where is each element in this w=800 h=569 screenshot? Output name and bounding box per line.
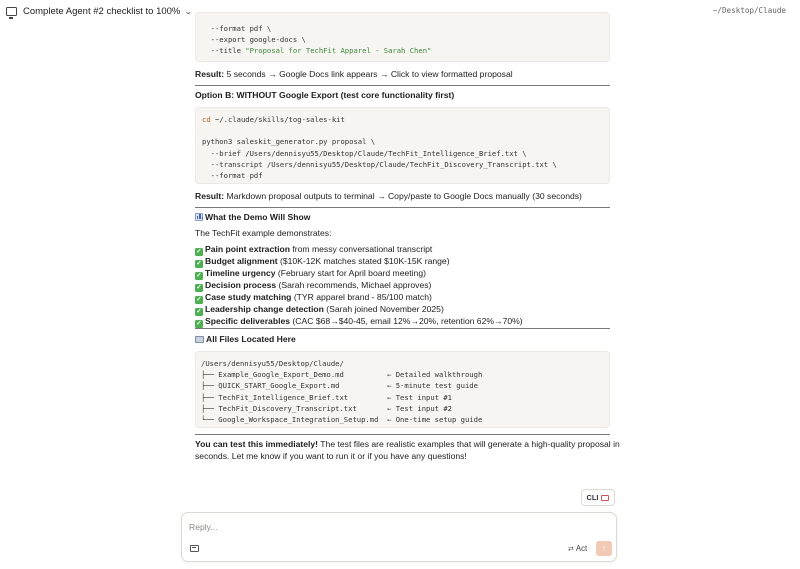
list-item: ✓ Specific deliverables (CAC $68→$40-45, email 12%→20%, retention 62%→70%): [196, 316, 523, 327]
divider: [195, 85, 610, 86]
checklist: [195, 244, 610, 328]
option-b-heading: Option B: WITHOUT Google Export (test core functionality first): [195, 90, 455, 100]
image-attach-icon[interactable]: [190, 545, 199, 552]
code-block-files: /Users/dennisyu55/Desktop/Claude/ ├── Example_Google_Export_Demo.md ← Detailed walkthrough ├── QUICK_START_Google_Export.md ← 5-minute test guide ├── TechFit_Intelligence_Brief.txt ← Test input #1 ├── TechFit_Discovery_Transcript.txt ← Test input #2 └── Google_Workspace_Integration_Setup.md ← One-time setup guide: [195, 351, 610, 428]
code-line: --format pdf \: [202, 24, 272, 33]
demo-intro: The TechFit example demonstrates:: [195, 228, 332, 238]
result-label: Result:: [195, 69, 225, 79]
list-item: ✓ Pain point extraction from messy conversational transcript: [196, 244, 433, 255]
working-directory: ~/Desktop/Claude: [712, 6, 786, 15]
check-icon: ✓: [196, 284, 202, 291]
code-line: --export google-docs \: [202, 35, 306, 45]
list-item: ✓ Budget alignment ($10K-12K matches stated $10K-15K range): [196, 256, 450, 267]
chevron-down-icon[interactable]: ⌄: [184, 6, 194, 16]
code-line: python3 saleskit_generator.py proposal \: [202, 137, 376, 147]
folder-icon: [195, 336, 204, 343]
result-line-1: [195, 69, 610, 81]
cli-badge[interactable]: [581, 489, 615, 506]
check-icon: ✓: [196, 248, 202, 255]
act-mode-button[interactable]: [568, 544, 587, 553]
reply-composer: [181, 512, 617, 562]
code-block-core: [195, 107, 610, 184]
result-label: Result:: [195, 191, 225, 201]
result-text: Markdown proposal outputs to terminal → Copy/paste to Google Docs manually (30 seconds): [226, 191, 582, 201]
check-icon: ✓: [196, 296, 202, 303]
image-icon: [601, 495, 609, 501]
files-heading: [195, 334, 610, 346]
demo-heading-text: What the Demo Will Show: [205, 212, 311, 222]
code-line: --transcript /Users/dennisyu55/Desktop/Claude/TechFit_Discovery_Transcript.txt \: [202, 159, 557, 169]
check-icon: ✓: [196, 320, 202, 327]
act-label: Act: [575, 544, 588, 553]
check-icon: ✓: [196, 272, 202, 279]
closing-paragraph: You can test this immediately! The test files are realistic examples that will generate a high-quality proposal in seconds. Let me know if you want to run it or if you have any questions!: [195, 439, 620, 461]
code-line: --brief /Users/dennisyu55/Desktop/Claude/TechFit_Intelligence_Brief.txt \: [202, 148, 527, 158]
result-text: 5 seconds → Google Docs link appears → Click to view formatted proposal: [226, 69, 513, 79]
reply-input[interactable]: [189, 522, 489, 532]
code-line: --format pdf: [202, 171, 263, 181]
window-icon[interactable]: [6, 7, 17, 16]
code-block-google-export: [195, 12, 610, 62]
cli-label: CLI: [586, 493, 599, 502]
result-line-2: [195, 191, 610, 203]
act-mode-icon: ⇄: [568, 545, 574, 553]
code-string: "Proposal for TechFit Apparel - Sarah Chen": [245, 46, 432, 56]
code-line: --title: [202, 46, 246, 56]
list-item: ✓ Case study matching (TYR apparel brand - 85/100 match): [196, 292, 432, 303]
divider: [195, 207, 610, 208]
code-line: ~/.claude/skills/tog-sales-kit: [210, 115, 345, 124]
divider: [195, 434, 610, 435]
files-heading-text: All Files Located Here: [206, 334, 296, 344]
list-item: ✓ Timeline urgency (February start for April board meeting): [196, 268, 426, 279]
check-icon: ✓: [196, 308, 202, 315]
conversation-title[interactable]: Complete Agent #2 checklist to 100%: [23, 5, 181, 17]
list-item: ✓ Leadership change detection (Sarah joined November 2025): [196, 304, 444, 315]
demo-heading: [195, 212, 610, 224]
bar-chart-icon: [195, 213, 203, 221]
code-keyword: cd: [202, 115, 211, 124]
divider: [195, 328, 610, 329]
list-item: ✓ Decision process (Sarah recommends, Michael approves): [196, 280, 432, 291]
send-button[interactable]: [596, 541, 612, 556]
check-icon: ✓: [196, 260, 202, 267]
arrow-up-icon: ↑: [601, 543, 607, 553]
